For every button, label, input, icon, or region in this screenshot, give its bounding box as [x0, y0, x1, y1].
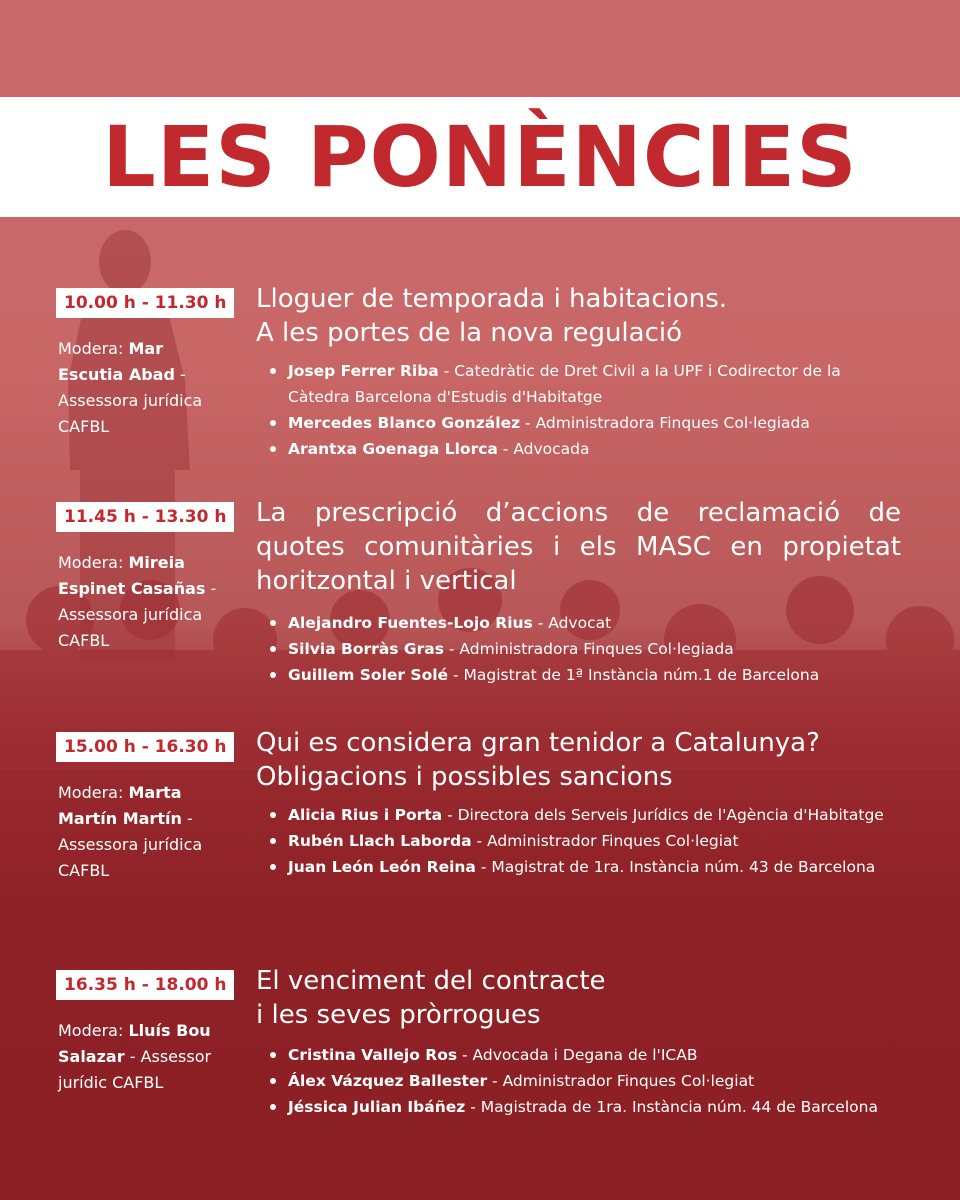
session-time-badge: 15.00 h - 16.30 h — [56, 732, 234, 762]
speaker-item — [268, 610, 898, 636]
speaker-list — [268, 1042, 898, 1120]
moderator-role: - Assessora jurídica CAFBL — [58, 579, 217, 650]
speaker-item — [268, 636, 898, 662]
session-title — [256, 964, 901, 1032]
session-title — [256, 496, 901, 598]
speaker-item — [268, 662, 898, 688]
moderator-prefix: Modera: — [58, 553, 124, 572]
moderator-prefix: Modera: — [58, 1021, 124, 1040]
moderator-name: Mireia Espinet Casañas — [58, 553, 206, 598]
speaker-item — [268, 1094, 898, 1120]
session-title-line: La prescripció d’accions de reclamació de — [256, 498, 901, 528]
speaker-list — [268, 610, 898, 688]
moderator-role: - Assessora jurídica CAFBL — [58, 365, 203, 436]
speaker-role: - Administradora Finques Col·legiada — [448, 640, 734, 658]
session-title — [256, 726, 901, 794]
speaker-name: Josep Ferrer Riba — [288, 362, 439, 380]
speaker-role: - Magistrat de 1ª Instància núm.1 de Barcelona — [453, 666, 820, 684]
session-title — [256, 282, 901, 350]
session-title-line: A les portes de la nova regulació — [256, 318, 683, 348]
page-title: LES PONÈNCIES — [102, 108, 858, 206]
speaker-role: - Magistrat de 1ra. Instància núm. 43 de Barcelona — [480, 858, 876, 876]
speaker-role: - Administradora Finques Col·legiada — [525, 414, 810, 432]
speaker-role: - Administrador Finques Col·legiat — [476, 832, 739, 850]
speaker-role: - Advocat — [537, 614, 612, 632]
speaker-name: Alicia Rius i Porta — [288, 806, 443, 824]
session-time-badge: 16.35 h - 18.00 h — [56, 970, 234, 1000]
speaker-role: - Advocada — [502, 440, 590, 458]
session-title-line: quotes comunitàries i els MASC en propietat — [256, 532, 901, 562]
speaker-name: Silvia Borràs Gras — [288, 640, 444, 658]
session-title-line: El venciment del contracte — [256, 966, 606, 996]
moderator-name: Mar Escutia Abad — [58, 339, 175, 384]
session-title-line: Lloguer de temporada i habitacions. — [256, 284, 728, 314]
speaker-name: Álex Vázquez Ballester — [288, 1072, 488, 1090]
speaker-name: Jéssica Julian Ibáñez — [288, 1098, 466, 1116]
moderator-name: Lluís Bou Salazar — [58, 1021, 211, 1066]
session-moderator — [58, 1018, 233, 1096]
speaker-role: - Directora dels Serveis Jurídics de l'Agència d'Habitatge — [447, 806, 884, 824]
speaker-name: Guillem Soler Solé — [288, 666, 449, 684]
speaker-role: - Magistrada de 1ra. Instància núm. 44 de Barcelona — [470, 1098, 878, 1116]
speaker-item — [268, 1042, 898, 1068]
session-title-line: i les seves pròrrogues — [256, 1000, 541, 1030]
session-time-badge: 10.00 h - 11.30 h — [56, 288, 234, 318]
title-band — [0, 97, 960, 217]
speaker-item — [268, 358, 898, 410]
session-moderator — [58, 550, 233, 654]
speaker-name: Cristina Vallejo Ros — [288, 1046, 458, 1064]
session-title-line: horitzontal i vertical — [256, 566, 517, 596]
speaker-name: Juan León León Reina — [288, 858, 476, 876]
session-title-line: Qui es considera gran tenidor a Catalunya? — [256, 728, 820, 758]
session-time-badge: 11.45 h - 13.30 h — [56, 502, 234, 532]
speaker-item — [268, 436, 898, 462]
speaker-role: - Advocada i Degana de l'ICAB — [462, 1046, 698, 1064]
speaker-name: Arantxa Goenaga Llorca — [288, 440, 498, 458]
speaker-name: Mercedes Blanco González — [288, 414, 521, 432]
speaker-role: - Catedràtic de Dret Civil a la UPF i Codirector de la Càtedra Barcelona d'Estudis d'Habitatge — [288, 362, 841, 406]
moderator-role: - Assessora jurídica CAFBL — [58, 809, 203, 880]
speaker-name: Rubén Llach Laborda — [288, 832, 472, 850]
speaker-item — [268, 410, 898, 436]
speaker-name: Alejandro Fuentes-Lojo Rius — [288, 614, 533, 632]
speaker-item — [268, 1068, 898, 1094]
speaker-role: - Administrador Finques Col·legiat — [492, 1072, 755, 1090]
speaker-item — [268, 828, 898, 854]
speaker-item — [268, 802, 898, 828]
moderator-name: Marta Martín Martín — [58, 783, 182, 828]
moderator-role: - Assessor jurídic CAFBL — [58, 1047, 212, 1092]
session-moderator — [58, 336, 233, 440]
speaker-list — [268, 802, 898, 880]
session-title-line: Obligacions i possibles sancions — [256, 762, 673, 792]
speaker-list — [268, 358, 898, 462]
moderator-prefix: Modera: — [58, 783, 124, 802]
moderator-prefix: Modera: — [58, 339, 124, 358]
session-moderator — [58, 780, 233, 884]
speaker-item — [268, 854, 898, 880]
